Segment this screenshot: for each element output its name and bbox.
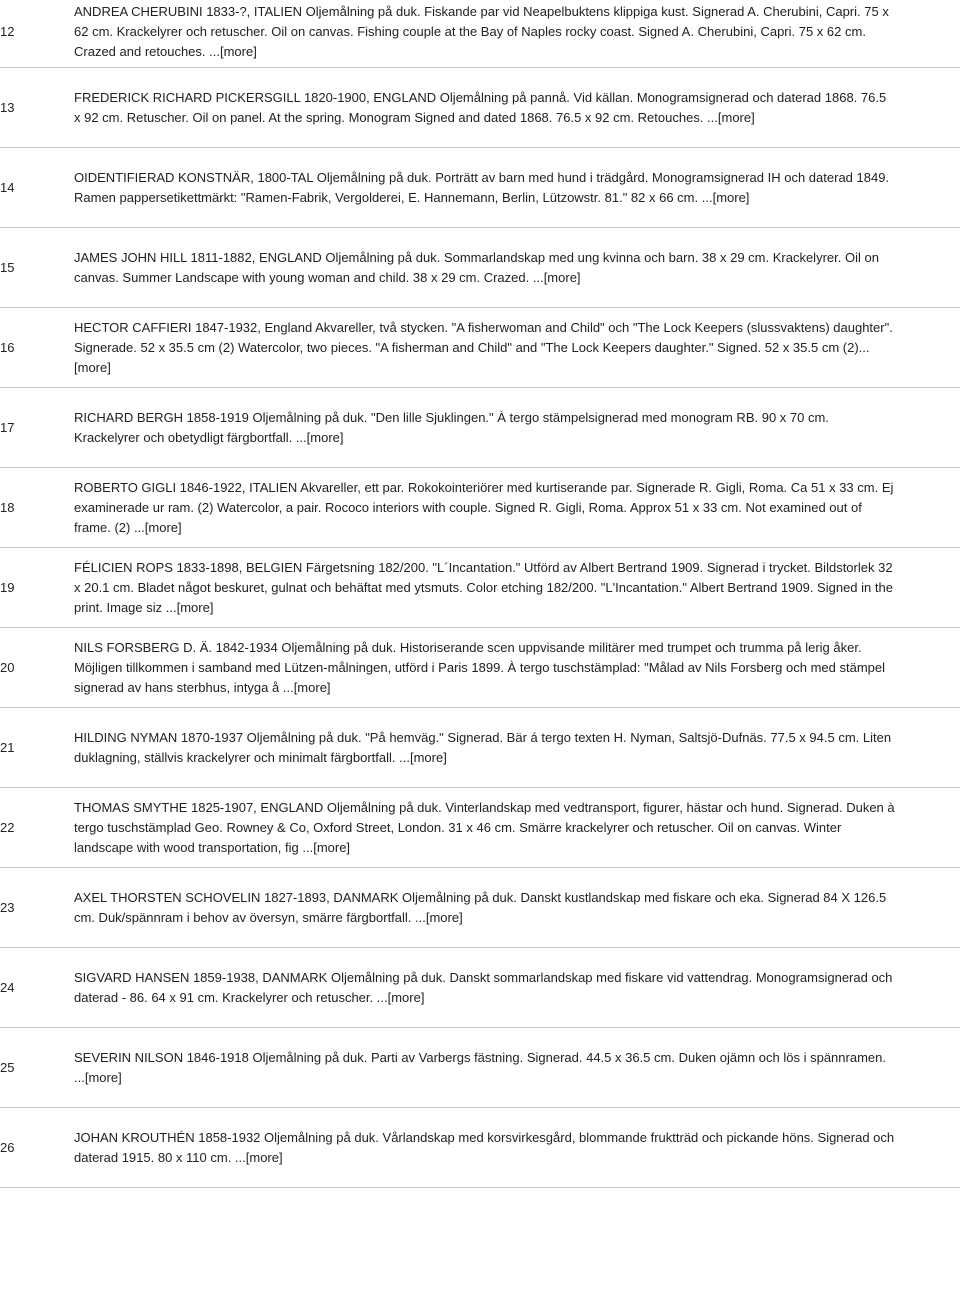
more-link[interactable]: [more] [219, 44, 257, 60]
lot-number: 16 [0, 340, 15, 355]
lot-description [74, 168, 896, 208]
lot-description-text: JOHAN KROUTHÉN 1858-1932 Oljemålning på duk. Vårlandskap med korsvirkesgård, blommande fruktträd och pickande höns. Signerad och daterad 1915. 80 x 110 cm. ... [74, 1130, 895, 1166]
lot-description [74, 478, 896, 539]
lot-description-text: JAMES JOHN HILL 1811-1882, ENGLAND Oljemålning på duk. Sommarlandskap med ung kvinna och barn. 38 x 29 cm. Krackelyrer. Oil on canvas. Summer Landscape with young woman and child. 38 x 29 cm. Crazed. ... [74, 250, 879, 286]
lot-description-text: RICHARD BERGH 1858-1919 Oljemålning på duk. "Den lille Sjuklingen." À tergo stämpelsignerad med monogram RB. 90 x 70 cm. Krackelyrer och obetydligt färgbortfall. ... [74, 410, 829, 446]
lot-description [74, 408, 896, 448]
lot-description [74, 318, 896, 379]
lot-description-text: HILDING NYMAN 1870-1937 Oljemålning på duk. "På hemväg." Signerad. Bär á tergo texten H. Nyman, Saltsjö-Dufnäs. 77.5 x 94.5 cm. Liten duklagning, ställvis krackelyrer och minimalt färgbortfall. ... [74, 730, 892, 766]
more-link[interactable]: [more] [74, 360, 111, 376]
lot-number: 19 [0, 580, 15, 595]
lot-description-text: AXEL THORSTEN SCHOVELIN 1827-1893, DANMARK Oljemålning på duk. Danskt kustlandskap med fiskare och eka. Signerad 84 X 126.5 cm. Duk/spännram i behov av översyn, smärre färgbortfall. ... [74, 890, 887, 926]
more-link[interactable]: [more] [144, 520, 182, 536]
more-link[interactable]: [more] [717, 110, 755, 126]
more-link[interactable]: [more] [176, 600, 214, 616]
lot-number: 22 [0, 820, 15, 835]
more-link[interactable]: [more] [313, 840, 351, 856]
more-link[interactable]: [more] [409, 750, 447, 766]
lot-row [0, 388, 960, 468]
lot-number: 24 [0, 980, 15, 995]
lot-row [0, 868, 960, 948]
lot-number: 13 [0, 100, 15, 115]
lot-row [0, 68, 960, 148]
lot-row [0, 708, 960, 788]
lot-description [74, 968, 896, 1008]
lot-number: 18 [0, 500, 15, 515]
lot-number: 20 [0, 660, 15, 675]
lot-row [0, 948, 960, 1028]
lot-description-text: THOMAS SMYTHE 1825-1907, ENGLAND Oljemålning på duk. Vinterlandskap med vedtransport, figurer, hästar och hund. Signerad. Duken à tergo tuschstämplad Geo. Rowney & Co, Oxford Street, London. 31 x 46 cm. Smärre krackelyrer och retuscher. Oil on canvas. Winter landscape with wood transportation, fig ... [74, 800, 895, 856]
lot-row [0, 1028, 960, 1108]
lot-description [74, 798, 896, 859]
more-link[interactable]: [more] [387, 990, 425, 1006]
lot-description [74, 1128, 896, 1168]
more-link[interactable]: [more] [425, 910, 463, 926]
lot-number: 17 [0, 420, 15, 435]
lot-row [0, 228, 960, 308]
lot-description-text: ROBERTO GIGLI 1846-1922, ITALIEN Akvareller, ett par. Rokokointeriörer med kurtiserande par. Signerade R. Gigli, Roma. Ca 51 x 33 cm. Ej examinerade ur ram. (2) Watercolor, a pair. Rococo interiors with couple. Signed R. Gigli, Roma. Approx 51 x 33 cm. Not examined out of frame. (2) ... [74, 480, 894, 536]
lot-description [74, 248, 896, 288]
lot-number: 25 [0, 1060, 15, 1075]
lot-row [0, 1108, 960, 1188]
lot-description [74, 728, 896, 768]
more-link[interactable]: [more] [245, 1150, 283, 1166]
lot-number: 14 [0, 180, 15, 195]
lot-description [74, 2, 896, 63]
more-link[interactable]: [more] [306, 430, 344, 446]
lot-description-text: HECTOR CAFFIERI 1847-1932, England Akvareller, två stycken. "A fisherwoman and Child" och "The Lock Keepers (slussvaktens) daughter". Signerade. 52 x 35.5 cm (2) Watercolor, two pieces. "A fisherman and Child" and "The Lock Keepers daughter." Signed. 52 x 35.5 cm (2)... [74, 320, 893, 356]
lot-description-text: ANDREA CHERUBINI 1833-?, ITALIEN Oljemålning på duk. Fiskande par vid Neapelbuktens klippiga kust. Signerad A. Cherubini, Capri. 75 x 62 cm. Krackelyrer och retuscher. Oil on canvas. Fishing couple at the Bay of Naples rocky coast. Signed A. Cherubini, Capri. 75 x 62 cm. Crazed and retouches. ... [74, 4, 889, 60]
lot-number: 23 [0, 900, 15, 915]
more-link[interactable]: [more] [712, 190, 750, 206]
lot-description [74, 1048, 896, 1088]
lot-number: 15 [0, 260, 15, 275]
lot-description-text: SIGVARD HANSEN 1859-1938, DANMARK Oljemålning på duk. Danskt sommarlandskap med fiskare vid vattendrag. Monogramsignerad och daterad - 86. 64 x 91 cm. Krackelyrer och retuscher. ... [74, 970, 893, 1006]
lot-row [0, 468, 960, 548]
row-divider [0, 1187, 960, 1188]
more-link[interactable]: [more] [84, 1070, 122, 1086]
lot-description-text: OIDENTIFIERAD KONSTNÄR, 1800-TAL Oljemålning på duk. Porträtt av barn med hund i trädgård. Monogramsignerad IH och daterad 1849. Ramen pappersetikettmärkt: "Ramen-Fabrik, Vergolderei, E. Hannemann, Berlin, Lützowstr. 81." 82 x 66 cm. ... [74, 170, 890, 206]
more-link[interactable]: [more] [293, 680, 331, 696]
lot-number: 21 [0, 740, 15, 755]
lot-row [0, 308, 960, 388]
lot-description-text: NILS FORSBERG D. Ä. 1842-1934 Oljemålning på duk. Historiserande scen uppvisande militärer med trumpet och trumma på lerig åker. Möjligen tillkommen i samband med Lützen-målningen, utförd i Paris 1899. À tergo tuschstämplad: "Målad av Nils Forsberg och med stämpel signerad av hans sterbhus, intyga å ... [74, 640, 885, 696]
more-link[interactable]: [more] [543, 270, 581, 286]
lot-description-text: FREDERICK RICHARD PICKERSGILL 1820-1900, ENGLAND Oljemålning på pannå. Vid källan. Monogramsignerad och daterad 1868. 76.5 x 92 cm. Retuscher. Oil on panel. At the spring. Monogram Signed and dated 1868. 76.5 x 92 cm. Retouches. ... [74, 90, 887, 126]
lot-description [74, 88, 896, 128]
lot-row [0, 548, 960, 628]
lot-description [74, 558, 896, 619]
lot-row [0, 628, 960, 708]
lot-description [74, 638, 896, 699]
lot-number: 12 [0, 24, 15, 39]
lot-description-text: SEVERIN NILSON 1846-1918 Oljemålning på duk. Parti av Varbergs fästning. Signerad. 44.5 x 36.5 cm. Duken ojämn och lös i spännramen. ... [74, 1050, 886, 1086]
lot-description [74, 888, 896, 928]
lot-row [0, 0, 960, 68]
lot-row [0, 788, 960, 868]
lot-row [0, 148, 960, 228]
lot-description-text: FÉLICIEN ROPS 1833-1898, BELGIEN Färgetsning 182/200. "L´Incantation." Utförd av Albert Bertrand 1909. Signerad i trycket. Bildstorlek 32 x 20.1 cm. Bladet något beskuret, gulnat och behäftat med ytsmuts. Color etching 182/200. "L'Incantation." Albert Bertrand 1909. Signed in the print. Image siz ... [74, 560, 893, 616]
lot-number: 26 [0, 1140, 15, 1155]
